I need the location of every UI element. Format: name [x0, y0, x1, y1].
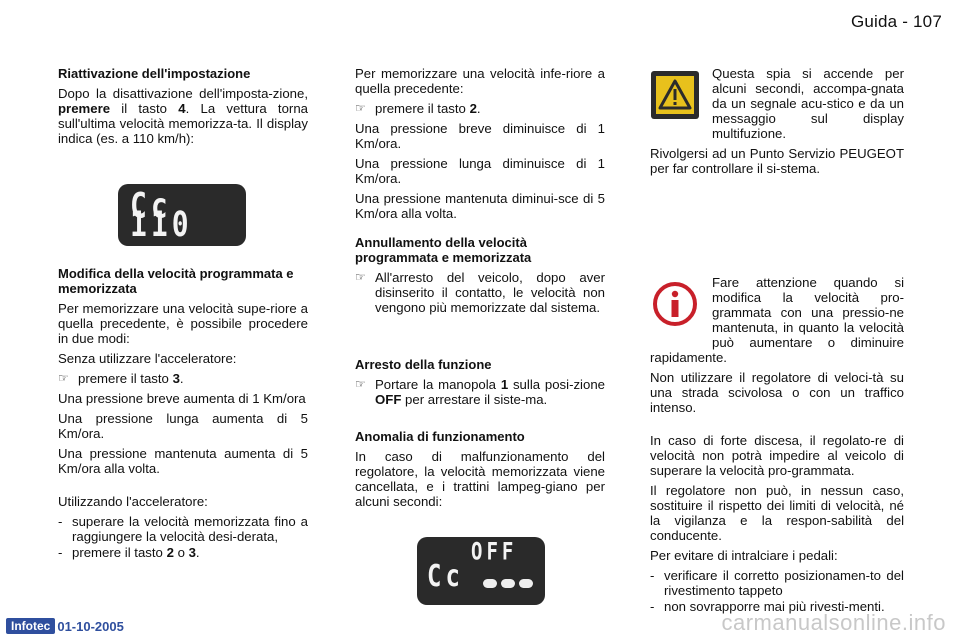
paragraph: Rivolgersi ad un Punto Servizio PEUGEOT per far controllare il si-stema.: [650, 146, 904, 176]
footer-date: 01-10-2005: [57, 618, 124, 634]
paragraph: Per evitare di intralciare i pedali:: [650, 548, 838, 563]
column-left: [58, 66, 308, 561]
pointing-hand-icon: ☞: [355, 270, 366, 284]
paragraph: In caso di forte discesa, il regolato-re di velocità non potrà impedire al veicolo di superare la velocità pro-grammata.: [650, 433, 904, 478]
warning-icon: [650, 70, 700, 123]
display-text: Cc 110: [130, 184, 193, 245]
paragraph: Il regolatore non può, in nessun caso, sostituire il rispetto dei limiti di velocità, né la vigilanza e la respon-sabilità del conducente.: [650, 483, 904, 543]
paragraph: Una pressione lunga aumenta di 5 Km/ora.: [58, 411, 308, 441]
heading-riattivazione: Riattivazione dell'impostazione: [58, 66, 251, 81]
paragraph: Utilizzando l'acceleratore:: [58, 494, 208, 509]
dash-segment: [501, 579, 515, 588]
pointing-hand-icon: ☞: [58, 371, 69, 385]
display-cc-text: Cc: [427, 558, 464, 594]
pointing-hand-icon: ☞: [355, 377, 366, 391]
dash-mark: -: [58, 514, 63, 529]
heading-annullamento: Annullamento della velocità programmata e memorizzata: [355, 235, 532, 265]
dash-mark: -: [650, 599, 655, 614]
paragraph: Una pressione lunga diminuisce di 1 Km/ora.: [355, 156, 605, 186]
footer: [6, 618, 124, 634]
bullet-item: ☞ premere il tasto 2.: [355, 101, 481, 116]
heading-anomalia: Anomalia di funzionamento: [355, 429, 525, 444]
dash-item: - superare la velocità memorizzata fino a raggiungere la velocità desi-derata,: [58, 514, 308, 544]
display-off-text: OFF: [471, 538, 518, 566]
column-middle: [355, 66, 605, 605]
heading-modifica: Modifica della velocità programmata e memorizzata: [58, 266, 294, 296]
paragraph: Una pressione mantenuta diminui-sce di 5 Km/ora alla volta.: [355, 191, 605, 221]
dash-segment: [519, 579, 533, 588]
dash-item: - verificare il corretto posizionamen-to del rivestimento tappeto: [650, 568, 904, 598]
paragraph: Per memorizzare una velocità infe-riore a quella precedente:: [355, 66, 605, 96]
paragraph: Dopo la disattivazione dell'imposta-zione, premere il tasto 4. La vettura torna sull'ultima velocità memorizza-ta. Il display indica (es. a 110 km/h):: [58, 86, 308, 146]
bullet-item: ☞ All'arresto del veicolo, dopo aver disinserito il contatto, le velocità non vengono più memorizzate dal sistema.: [355, 270, 605, 315]
paragraph: Senza utilizzare l'acceleratore:: [58, 351, 237, 366]
info-icon: [650, 279, 700, 332]
heading-arresto: Arresto della funzione: [355, 357, 492, 372]
infotec-logo: Infotec: [6, 618, 55, 634]
column-right: [650, 66, 904, 615]
dash-item: - premere il tasto 2 o 3.: [58, 545, 200, 560]
dash-mark: -: [58, 545, 63, 560]
paragraph: Una pressione breve aumenta di 1 Km/ora: [58, 391, 306, 406]
paragraph: In caso di malfunzionamento del regolatore, la velocità memorizzata viene cancellata, e i trattini lampeg-giano per alcuni secondi:: [355, 449, 605, 509]
watermark: carmanualsonline.info: [721, 610, 946, 635]
page-header: Guida - 107: [850, 12, 942, 31]
bullet-item: ☞ premere il tasto 3.: [58, 371, 184, 386]
paragraph: Fare attenzione quando si modifica la velocità pro-grammata con una pressio-ne mantenuta, in quanto la velocità può aumentare o diminuire rapidamente.: [650, 275, 904, 365]
display-off-dashes: [417, 537, 545, 605]
paragraph: Per memorizzare una velocità supe-riore a quella precedente, è possibile procedere in due modi:: [58, 301, 308, 346]
paragraph: Una pressione mantenuta aumenta di 5 Km/ora alla volta.: [58, 446, 308, 476]
pointing-hand-icon: ☞: [355, 101, 366, 115]
dash-mark: -: [650, 568, 655, 583]
paragraph: Una pressione breve diminuisce di 1 Km/ora.: [355, 121, 605, 151]
paragraph: Non utilizzare il regolatore di veloci-tà su una strada scivolosa o con un traffico intenso.: [650, 370, 904, 415]
paragraph: Questa spia si accende per alcuni secondi, accompa-gnata da un segnale acu-stico e da un messaggio sul display multifuzione.: [712, 66, 904, 141]
bullet-item: ☞ Portare la manopola 1 sulla posi-zione OFF per arrestare il siste-ma.: [355, 377, 605, 407]
display-cc-110: [118, 184, 246, 246]
dash-segment: [483, 579, 497, 588]
dash-item: - non sovrapporre mai più rivesti-menti.: [650, 599, 885, 614]
